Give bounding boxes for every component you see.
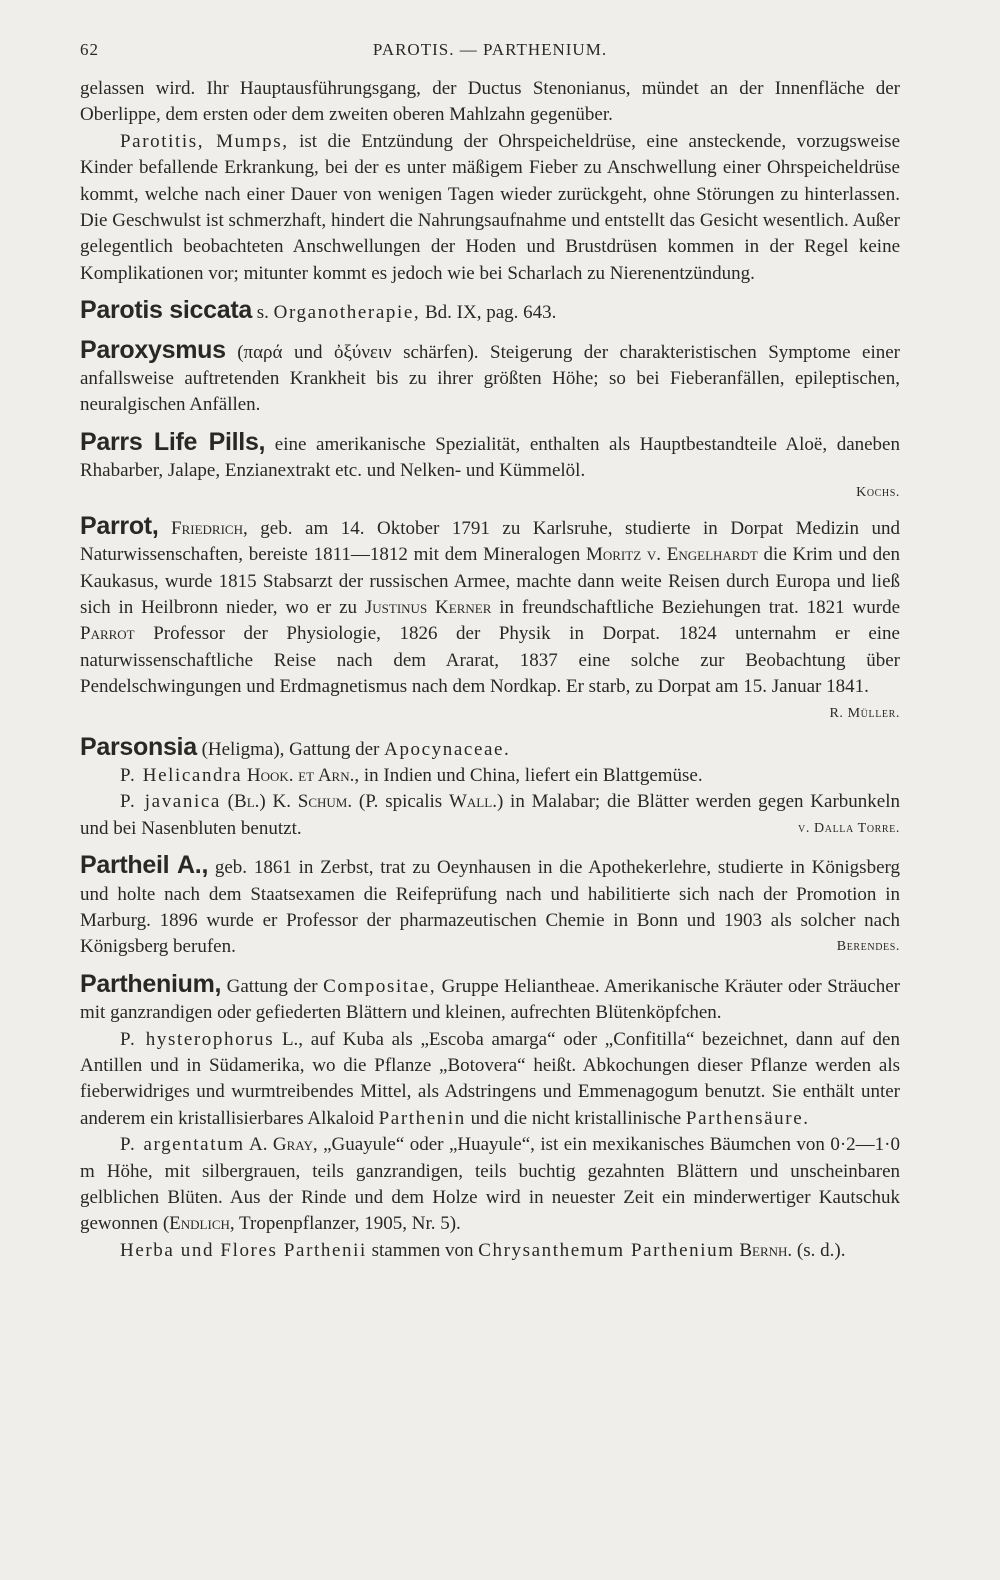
person-name: Justinus Kerner [364,596,492,618]
person-name: Moritz v. Engelhardt [585,544,758,566]
parotitis-paragraph: Parotitis, Mumps, ist die Entzündung der Ohrspeicheldrüse, eine ansteckende, vorzugsweise Kinder befallende Erkrankung, bei der es unter mäßigem Fieber zu Anschwellung einer Ohrspeicheldrüse kommt, welche nach einer Dauer von wenigen Tagen wieder zurückgeht, ohne Störungen zu hinterlassen. Die Geschwulst ist schmerzhaft, hindert die Nahrungsaufnahme und entstellt das Gesicht wesentlich. Außer gelegentlich beobachteten Anschwellungen der Hoden und Brustdrüsen kommen in der Regel keine Komplikationen vor; mitunter kommt es jedoch wie bei Scharlach zu Nierenentzündung. [80,130,901,284]
author-signature: Berendes. [836,939,900,955]
entry-parsonsia: Parsonsia (Heligma), Gattung der Apocynaceae. P. Helicandra Hook. et Arn., in Indien und China, liefert ein Blattgemüse. P. javanica (Bl.) K. Schum. (P. spicalis Wall.) in Malabar; die Blätter werden gegen Karbunkeln und bei Nasenbluten benutzt. v. Dalla Torre. [80,732,901,839]
running-head [80,36,900,66]
entry-headword: Parrot, [80,511,159,540]
entry-partheil: Partheil A., geb. 1861 in Zerbst, trat zu Oeynhausen in die Apothekerlehre, studierte in Königsberg und holte nach dem Staatsexamen die Reifeprüfung nach und habilitierte sich nach der Promotion in Marburg. 1896 wurde er Professor der pharmazeutischen Chemie in Bonn und 1903 als solcher nach Königsberg berufen. Berendes. [80,851,900,958]
entry-headword: Parrs Life Pills, [80,427,266,456]
person-name: Parrot [80,623,135,645]
species-name: P. Helicandra [120,764,243,786]
parotitis-term: Parotitis, Mumps, [120,130,289,152]
page-body [80,76,900,1264]
species-name: P. argentatum [120,1134,245,1156]
species-name: P. javanica [120,791,221,813]
entry-parrs-life-pills: Parrs Life Pills, eine amerikanische Spezialität, enthalten als Hauptbestandteile Aloë, daneben Rhabarber, Jalape, Enzianextrakt etc. und Nelken- und Kümmelöl. Kochs. [80,429,900,503]
entry-headword: Parotis siccata [80,296,252,325]
page-number: 62 [80,40,99,59]
entry-paroxysmus: Paroxysmus (παρά und ὀξύνειν schärfen). Steigerung der charakteristischen Symptome einer anfallsweise auftretenden Krankheit bis zu ihrer größten Höhe; so bei Fieberanfällen, epileptischen, neuralgischen Anfällen. [80,335,900,416]
running-title: PAROTIS. — PARTHENIUM. [372,40,608,59]
author-abbrev: Hook. et Arn. [246,764,355,786]
entry-headword: Parsonsia [80,732,197,761]
cross-reference: Organotherapie, [273,302,421,324]
entry-headword: Parthenium, [80,969,222,998]
author-signature: v. Dalla Torre. [798,820,900,836]
species-name: P. hysterophorus [120,1028,275,1050]
entry-headword: Partheil A., [80,851,209,880]
entry-parthenium: Parthenium, Gattung der Compositae, Gruppe Heliantheae. Amerikanische Kräuter oder Sträucher mit ganzrandigen oder gefiederten Blättern und kleinen, aufrechten Blütenköpfchen. P. hysterophorus L., auf Kuba als „Escoba amarga“ oder „Confitilla“ bezeichnet, dann auf den Antillen und in Südamerika, wo die Pflanze „Botovera“ heißt. Abkochungen dieser Pflanze werden als fieberwidriges und wurmtreibendes Mittel, als Adstringens und Emmenagogum benutzt. Sie enthält unter anderem ein kristallisierbares Alkaloid Parthenin und die nicht kristallinische Parthensäure. P. argentatum A. Gray, „Guayule“ oder „Huayule“, ist ein mexikanisches Bäumchen von 0·2—1·0 m Höhe, mit silbergrauen, teils ganzrandigen, teils buchtig gezahnten Blättern und unscheinbaren gelblichen Blüten. Aus der Rinde und dem Holze wird in neuester Zeit ein minderwertiger Kautschuk gewonnen (Endlich, Tropenpflanzer, 1905, Nr. 5). Herba und Flores Parthenii stammen von Chrysanthemum Parthenium Bernh. (s. d.). [80,969,900,1261]
species-name: Herba und Flores Parthenii [120,1239,367,1261]
entry-parrot: Parrot, Friedrich, geb. am 14. Oktober 1791 zu Karlsruhe, studierte in Dorpat Medizin und Naturwissenschaften, bereiste 1811—1812 mit dem Mineralogen Moritz v. Engelhardt die Krim und den Kaukasus, wurde 1815 Stabsarzt der russischen Armee, machte dann weite Reisen durch Europa und ließ sich in Heilbronn nieder, wo er zu Justinus Kerner in freundschaftliche Beziehungen trat. 1821 wurde Parrot Professor der Physiologie, 1826 der Physik in Dorpat. 1824 unternahm er eine naturwissenschaftliche Reise nach dem Ararat, 1837 eine solche zur Beobachtung über Pendelschwingungen und Erdmagnetismus nach dem Nordkap. Er starb, zu Dorpat am 15. Januar 1841. R. Müller. [80,513,900,724]
person-name: Friedrich [171,517,243,539]
family-name: Apocynaceae. [384,738,511,760]
author-signature: R. Müller. [829,705,900,721]
family-name: Compositae, [323,975,437,997]
entry-headword: Paroxysmus [80,335,226,364]
entry-parotis-siccata: Parotis siccata s. Organotherapie, Bd. IX, pag. 643. [80,296,557,325]
continuation-paragraph: gelassen wird. Ihr Hauptausführungsgang, der Ductus Stenonianus, mündet an der Innenfläche der Oberlippe, dem ersten oder dem zweiten oberen Mahlzahn gegenüber. [80,78,900,126]
author-signature: Kochs. [856,484,900,500]
